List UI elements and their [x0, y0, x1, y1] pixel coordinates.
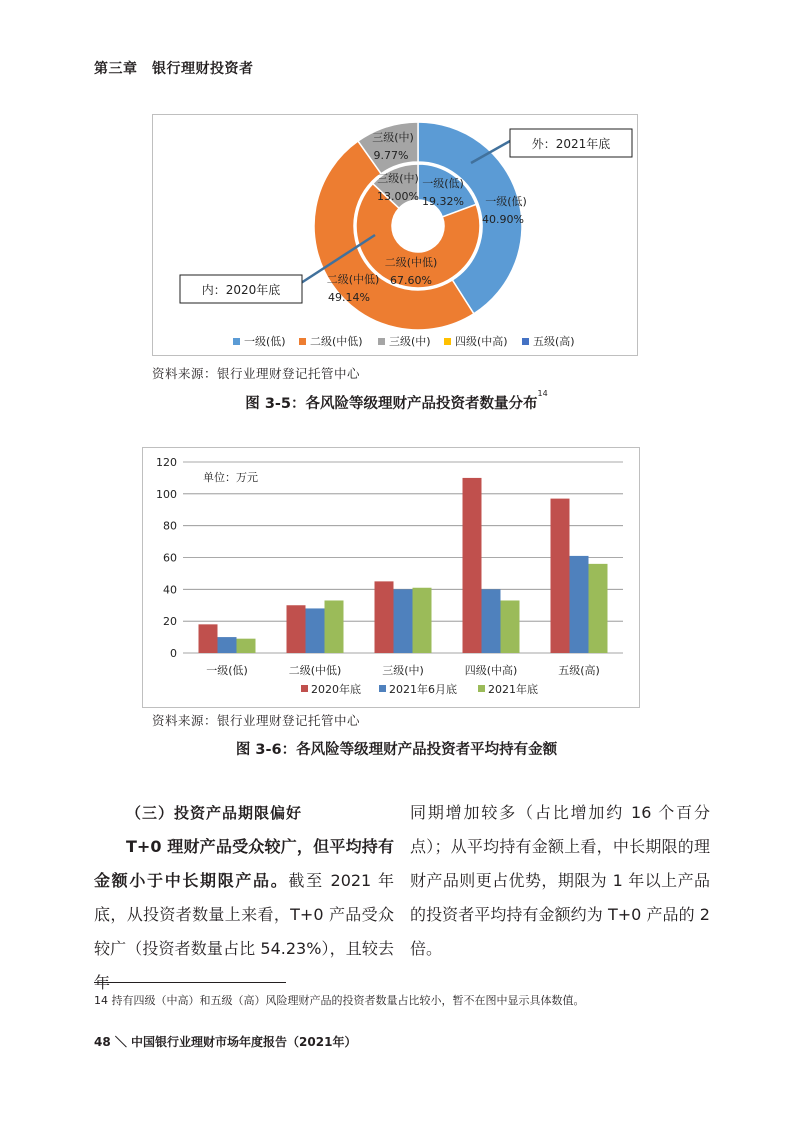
legend-label-level3: 三级(中) [389, 335, 431, 348]
x-category-label: 三级(中) [382, 664, 424, 677]
figure1-caption-text: 图 3-5：各风险等级理财产品投资者数量分布 [245, 396, 538, 412]
callout-outer-text: 外：2021年底 [531, 137, 611, 151]
footnote-rule [94, 982, 286, 983]
legend-swatch-level4 [444, 338, 451, 345]
figure1-caption [0, 389, 793, 413]
bar-4-series-2 [482, 589, 501, 653]
bar-1-series-3 [237, 639, 256, 653]
x-category-label: 五级(高) [558, 664, 600, 677]
bar-1-series-1 [199, 624, 218, 653]
inner-label-level3-value: 13.00% [377, 190, 419, 203]
footnote: 14 持有四级（中高）和五级（高）风险理财产品的投资者数量占比较小，暂不在图中显示具体数值。 [94, 994, 585, 1007]
y-tick-label: 80 [163, 519, 177, 533]
figure2-source: 资料来源：银行业理财登记托管中心 [152, 713, 361, 728]
page-footer: 48 ＼ 中国银行业理财市场年度报告（2021年） [94, 1035, 357, 1049]
legend-label-2021: 2021年底 [488, 683, 538, 696]
outer-label-level3-value: 9.77% [373, 149, 409, 162]
x-category-label: 四级(中高) [464, 664, 518, 677]
inner-label-level1-value: 19.32% [422, 195, 464, 208]
inner-label-level2-name: 二级(中低) [384, 256, 438, 269]
bar-4-series-1 [463, 478, 482, 653]
y-tick-label: 20 [163, 615, 177, 629]
bar-2-series-3 [325, 600, 344, 653]
outer-label-level3-name: 三级(中) [372, 131, 414, 144]
figure1-source: 资料来源：银行业理财登记托管中心 [152, 366, 361, 381]
legend-swatch-level2 [299, 338, 306, 345]
legend-swatch-level3 [378, 338, 385, 345]
legend-label-level2: 二级(中低) [310, 335, 363, 348]
body-right-column [410, 796, 710, 966]
legend-label-level4: 四级(中高) [455, 335, 508, 348]
y-tick-label: 120 [156, 456, 177, 469]
legend-swatch-2021h1 [379, 685, 386, 692]
inner-label-level1-name: 一级(低) [422, 177, 464, 190]
right-paragraph: 同期增加较多（占比增加约 16 个百分点）；从平均持有金额上看，中长期限的理财产品则更占优势，期限为 1 年以上产品的投资者平均持有金额约为 T+0 产品的 2 倍。 [410, 803, 710, 958]
outer-label-level1-name: 一级(低) [485, 195, 527, 208]
outer-label-level1-value: 40.90% [482, 213, 524, 226]
bar-5-series-1 [551, 499, 570, 653]
bar-chart [143, 448, 639, 707]
y-tick-label: 60 [163, 551, 177, 565]
x-category-label: 一级(低) [206, 664, 248, 677]
left-body-text: 截至 2021 年底，从投资者数量上来看，T+0 产品受众较广（投资者数量占比 54.23%），且较去年 [94, 871, 394, 992]
donut-chart-frame [152, 114, 638, 356]
legend-swatch-level5 [522, 338, 529, 345]
left-bold-lead: T+0 理财产品受众较广，但平均持有金额小于中长期限产品。 [94, 837, 394, 890]
bar-3-series-1 [375, 581, 394, 653]
bar-5-series-3 [589, 564, 608, 653]
legend-swatch-level1 [233, 338, 240, 345]
y-tick-label: 100 [156, 487, 177, 501]
bar-3-series-2 [394, 589, 413, 653]
body-left-column [94, 796, 394, 1000]
bar-1-series-2 [218, 637, 237, 653]
left-paragraph [94, 830, 394, 1000]
legend-label-2020: 2020年底 [311, 683, 361, 696]
chapter-header: 第三章 银行理财投资者 [94, 61, 254, 77]
legend-swatch-2021 [478, 685, 485, 692]
bar-2-series-1 [287, 605, 306, 653]
figure2-caption: 图 3-6：各风险等级理财产品投资者平均持有金额 [235, 742, 558, 758]
x-category-label: 二级(中低) [288, 664, 342, 677]
legend-swatch-2020 [301, 685, 308, 692]
y-tick-label: 40 [163, 583, 177, 597]
unit-label: 单位：万元 [203, 471, 258, 484]
section-title: （三）投资产品期限偏好 [126, 804, 303, 822]
outer-label-level2-name: 二级(中低) [326, 273, 380, 286]
bar-4-series-3 [501, 600, 520, 653]
legend-label-level1: 一级(低) [244, 335, 286, 348]
figure1-footnote-mark: 14 [537, 389, 548, 398]
bar-2-series-2 [306, 608, 325, 653]
callout-inner-text: 内：2020年底 [201, 283, 281, 297]
outer-label-level2-value: 49.14% [328, 291, 370, 304]
bar-3-series-3 [413, 588, 432, 653]
inner-label-level2-value: 67.60% [390, 274, 432, 287]
donut-chart [153, 115, 637, 355]
legend-label-2021h1: 2021年6月底 [389, 683, 457, 696]
bar-5-series-2 [570, 556, 589, 653]
y-tick-label: 0 [170, 647, 177, 660]
inner-label-level3-name: 三级(中) [377, 172, 419, 185]
legend-label-level5: 五级(高) [533, 335, 575, 348]
bar-chart-frame [142, 447, 640, 708]
